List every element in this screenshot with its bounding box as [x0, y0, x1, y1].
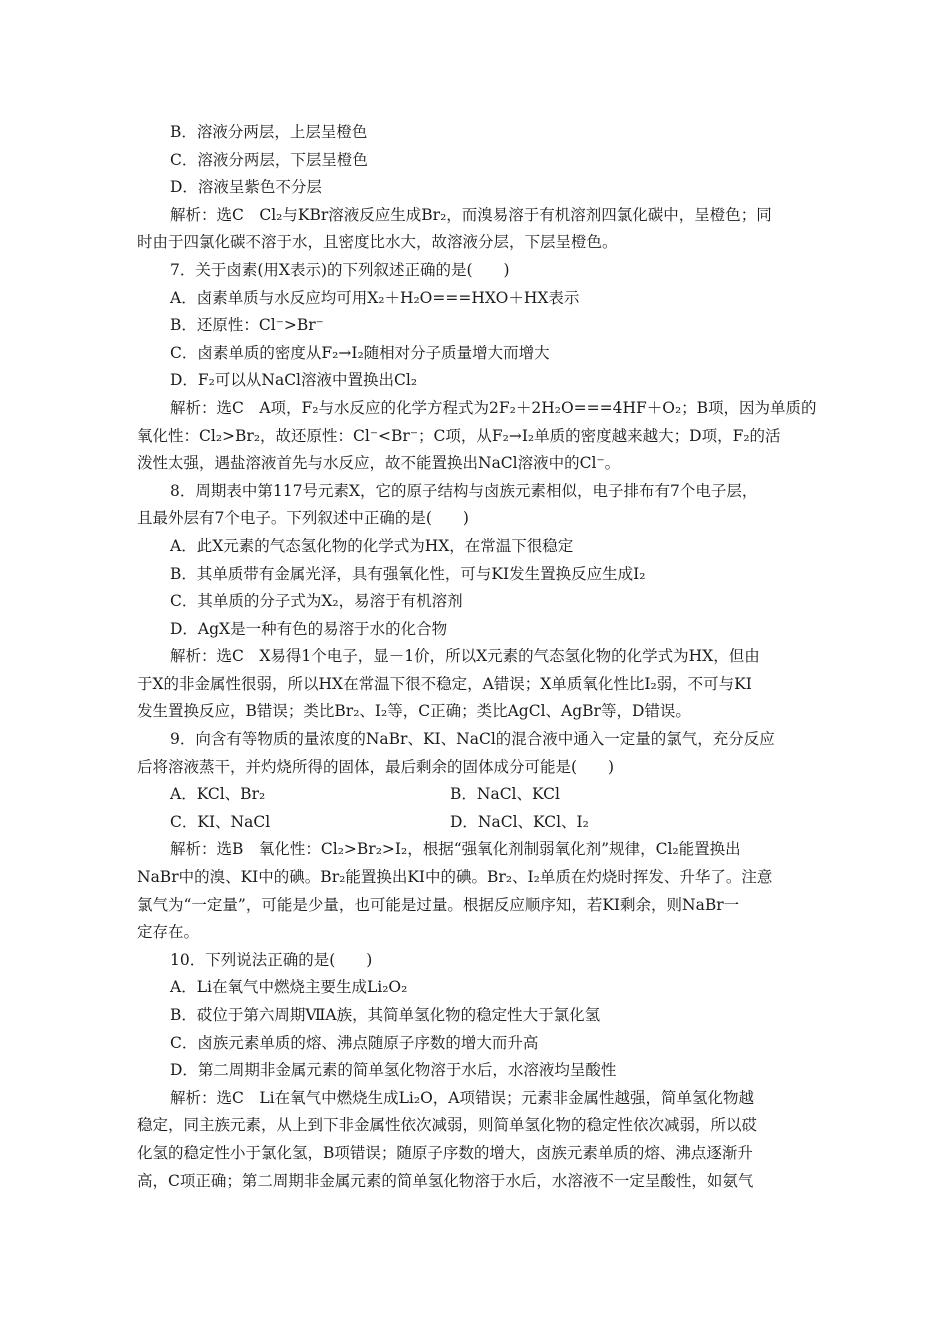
q7-ans-2: 氧化性：Cl₂>Br₂，故还原性：Cl⁻<Br⁻；C项，从F₂→I₂单质的密度越来越大；D项，F₂的活 [137, 426, 781, 445]
q10-ans-4: 高，C项正确；第二周期非金属元素的简单氢化物溶于水后，水溶液不一定呈酸性，如氨气 [137, 1171, 754, 1190]
q9-option-left: A．KCl、Br₂ [170, 785, 266, 804]
q9-ans-3: 氯气为“一定量”，可能是少量，也可能是过量。根据反应顺序知，若KI剩余，则NaBr一 [137, 895, 740, 914]
q8-ans-1: 解析：选C X易得1个电子，显－1价，所以X元素的气态氢化物的化学式为HX，但由 [170, 647, 760, 666]
q8-stem-1: 8．周期表中第117号元素X，它的原子结构与卤族元素相似，电子排布有7个电子层， [170, 481, 758, 500]
q10-ans-3: 化氢的稳定性小于氯化氢，B项错误；随原子序数的增大，卤族元素单质的熔、沸点逐渐升 [137, 1143, 753, 1162]
q9-stem-2: 后将溶液蒸干，并灼烧所得的固体，最后剩余的固体成分可能是( ) [137, 757, 615, 776]
document-page [137, 119, 815, 1195]
q7-b: B．还原性：Cl⁻>Br⁻ [170, 316, 324, 335]
q10-stem: 10．下列说法正确的是( ) [170, 950, 373, 969]
q6-ans-2: 时由于四氯化碳不溶于水，且密度比水大，故溶液分层，下层呈橙色。 [137, 233, 618, 252]
q9-option-row [137, 809, 815, 837]
q9-options [137, 781, 815, 836]
q7-ans-1: 解析：选C A项，F₂与水反应的化学方程式为2F₂＋2H₂O===4HF＋O₂；B项，因为单质的 [170, 398, 817, 417]
q9-ans-4: 定存在。 [137, 923, 200, 942]
q9-option-right: B．NaCl、KCl [450, 785, 560, 804]
text-block-bottom [137, 836, 815, 1195]
q8-b: B．其单质带有金属光泽，具有强氧化性，可与KI发生置换反应生成I₂ [170, 564, 646, 583]
q6-d: D．溶液呈紫色不分层 [170, 178, 322, 197]
q8-d: D．AgX是一种有色的易溶于水的化合物 [170, 619, 448, 638]
q10-ans-2: 稳定，同主族元素，从上到下非金属性依次减弱，则简单氢化物的稳定性依次减弱，所以砹 [137, 1116, 758, 1135]
q9-stem-1: 9．向含有等物质的量浓度的NaBr、KI、NaCl的混合液中通入一定量的氯气，充分反应 [170, 730, 775, 749]
text-block-top [137, 119, 815, 781]
q9-option-row [137, 781, 815, 809]
q7-a: A．卤素单质与水反应均可用X₂＋H₂O===HXO＋HX表示 [170, 288, 580, 307]
q10-ans-1: 解析：选C Li在氧气中燃烧生成Li₂O，A项错误；元素非金属性越强，简单氢化物越 [170, 1088, 754, 1107]
q6-c: C．溶液分两层，下层呈橙色 [170, 150, 368, 169]
q10-b: B．砹位于第六周期ⅦA族，其简单氢化物的稳定性大于氯化氢 [170, 1006, 601, 1024]
q8-ans-2: 于X的非金属性很弱，所以HX在常温下很不稳定，A错误；X单质氧化性比I₂弱，不可与KI [137, 674, 752, 693]
q8-stem-2: 且最外层有7个电子。下列叙述中正确的是( ) [137, 509, 469, 528]
q10-c: C．卤族元素单质的熔、沸点随原子序数的增大而升高 [170, 1033, 539, 1052]
q7-c: C．卤素单质的密度从F₂→I₂随相对分子质量增大而增大 [170, 343, 550, 362]
q7-stem: 7．关于卤素(用X表示)的下列叙述正确的是( ) [170, 260, 510, 279]
q7-d: D．F₂可以从NaCl溶液中置换出Cl₂ [170, 371, 418, 390]
q9-option-left: C．KI、NaCl [170, 812, 271, 831]
q10-a: A．Li在氧气中燃烧主要生成Li₂O₂ [170, 978, 408, 997]
q8-a: A．此X元素的气态氢化物的化学式为HX，在常温下很稳定 [170, 536, 574, 555]
q8-ans-3: 发生置换反应，B错误；类比Br₂、I₂等，C正确；类比AgCl、AgBr等，D错误。 [137, 702, 691, 721]
q9-ans-1: 解析：选B 氧化性：Cl₂>Br₂>I₂，根据“强氧化剂制弱氧化剂”规律，Cl₂能置换出 [170, 840, 741, 859]
q10-d: D．第二周期非金属元素的简单氢化物溶于水后，水溶液均呈酸性 [170, 1061, 617, 1080]
q9-option-right: D．NaCl、KCl、I₂ [450, 812, 589, 831]
q6-ans-1: 解析：选C Cl₂与KBr溶液反应生成Br₂，而溴易溶于有机溶剂四氯化碳中，呈橙色；同 [170, 205, 772, 224]
q9-ans-2: NaBr中的溴、KI中的碘。Br₂能置换出KI中的碘。Br₂、I₂单质在灼烧时挥发、升华了。注意 [137, 868, 773, 887]
q6-b: B．溶液分两层，上层呈橙色 [170, 123, 368, 141]
q7-ans-3: 泼性太强，遇盐溶液首先与水反应，故不能置换出NaCl溶液中的Cl⁻。 [137, 454, 621, 473]
q8-c: C．其单质的分子式为X₂，易溶于有机溶剂 [170, 592, 463, 611]
